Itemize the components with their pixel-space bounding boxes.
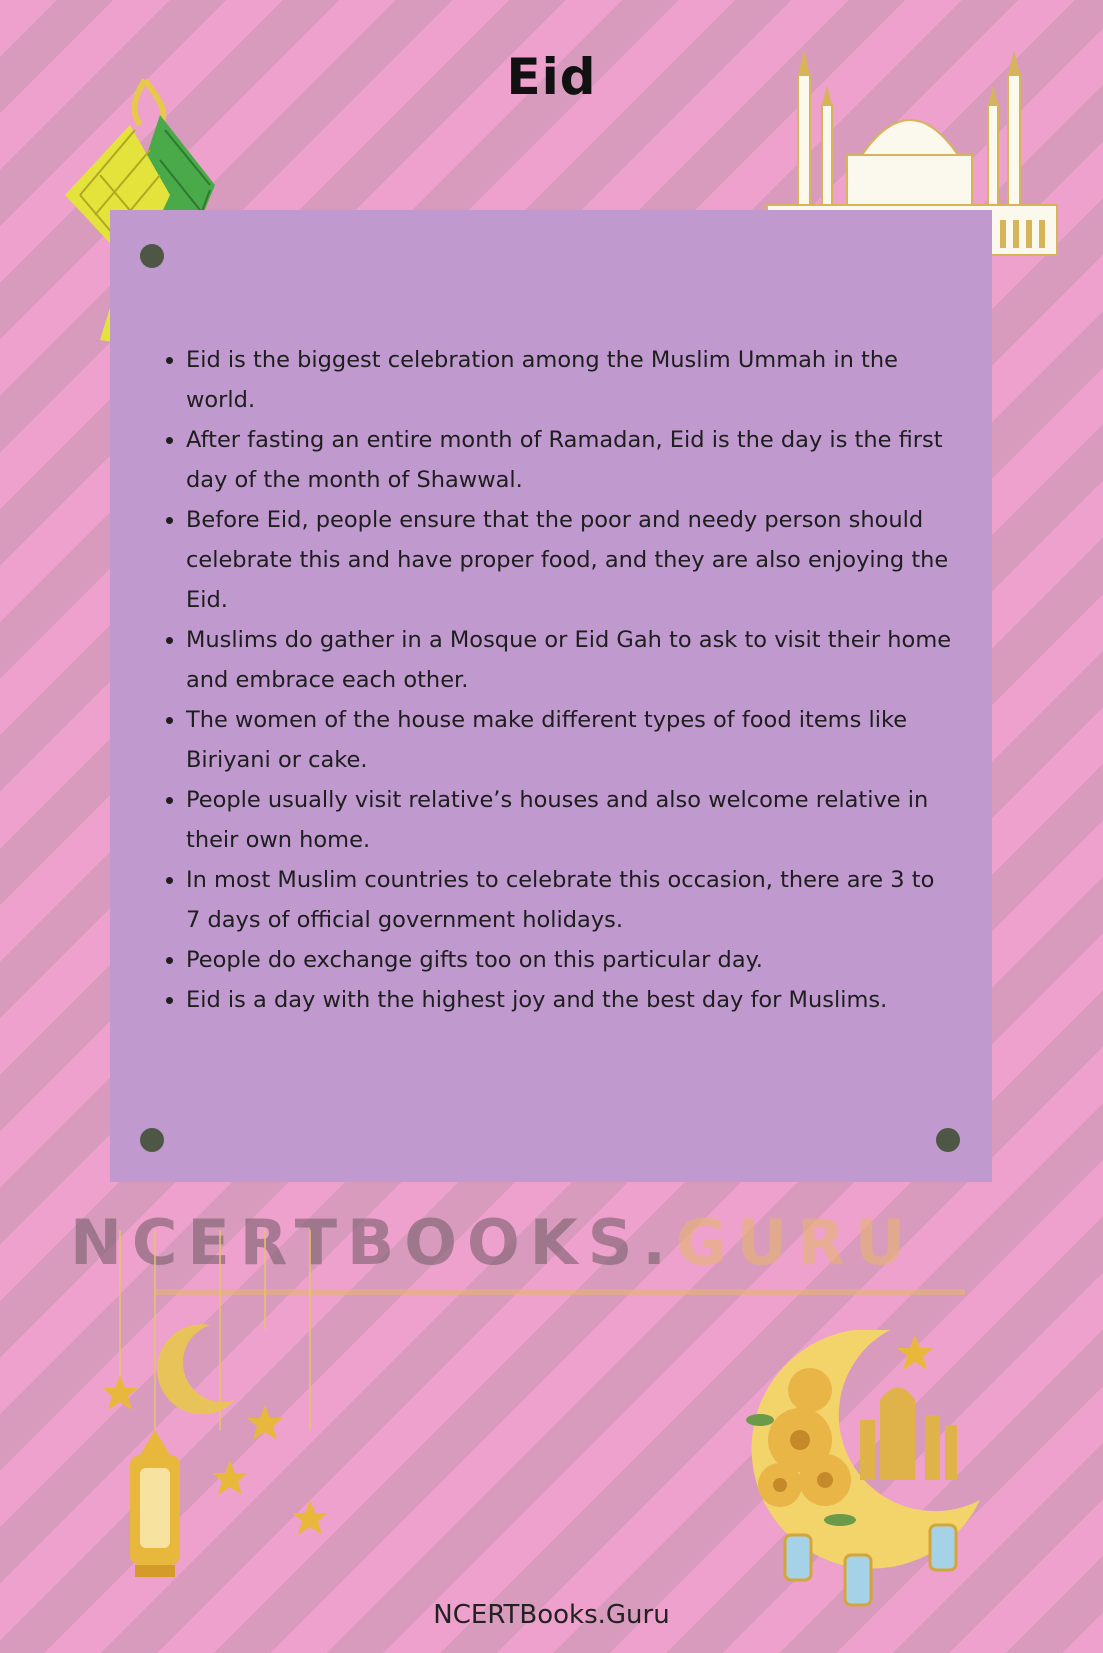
pin-top-left xyxy=(140,244,164,268)
list-item: • In most Muslim countries to celebrate this occasion, there are 3 to 7 days of official government holidays. xyxy=(186,860,952,940)
crescent-stars-icon xyxy=(100,1230,340,1610)
pin-bottom-right xyxy=(936,1128,960,1152)
points-list xyxy=(160,340,952,1020)
watermark-main: NCERTBOOKS. xyxy=(70,1206,676,1279)
content-panel xyxy=(110,210,992,1182)
list-item: • Before Eid, people ensure that the poor and needy person should celebrate this and have proper food, and they are also enjoying the Eid. xyxy=(186,500,952,620)
list-item: • The women of the house make different types of food items like Biriyani or cake. xyxy=(186,700,952,780)
list-item: • Eid is the biggest celebration among the Muslim Ummah in the world. xyxy=(186,340,952,420)
floral-crescent-mosque-icon xyxy=(740,1330,1000,1630)
footer-site-name: NCERTBooks.Guru xyxy=(433,1600,670,1630)
page-title: Eid xyxy=(506,48,597,106)
list-item: • People usually visit relative’s houses and also welcome relative in their own home. xyxy=(186,780,952,860)
list-item: • Eid is a day with the highest joy and the best day for Muslims. xyxy=(186,980,952,1020)
list-item: • Muslims do gather in a Mosque or Eid Gah to ask to visit their home and embrace each other. xyxy=(186,620,952,700)
watermark-suffix: GURU xyxy=(675,1206,916,1279)
pin-bottom-left xyxy=(140,1128,164,1152)
list-item: • After fasting an entire month of Ramadan, Eid is the day is the first day of the month of Shawwal. xyxy=(186,420,952,500)
list-item: • People do exchange gifts too on this particular day. xyxy=(186,940,952,980)
